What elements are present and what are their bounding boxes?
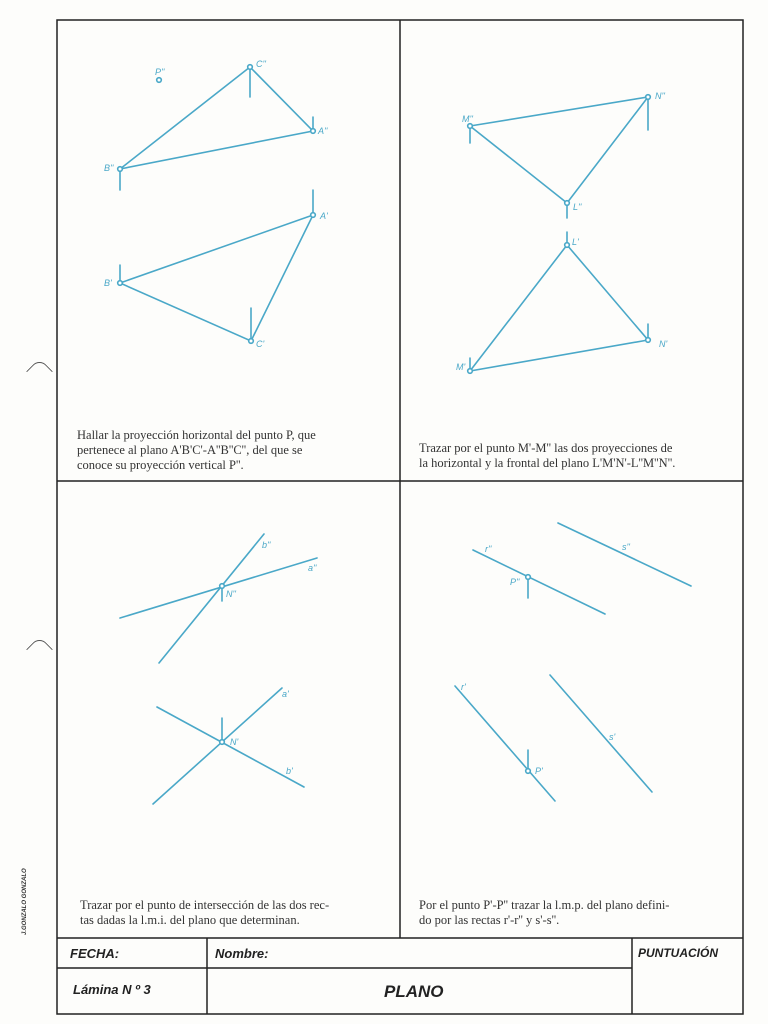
label-m1: M' xyxy=(456,362,466,372)
label-a1-line: a' xyxy=(282,689,289,699)
caption-line: Trazar por el punto M'-M'' las dos proyecciones de xyxy=(419,441,673,455)
caption-line: Trazar por el punto de intersección de las dos rec- xyxy=(80,898,330,912)
sheet-title: PLANO xyxy=(384,982,444,1001)
label-n2-point: N'' xyxy=(226,589,236,599)
nombre-label: Nombre: xyxy=(215,946,269,961)
label-a2: A'' xyxy=(318,126,328,136)
panel1-caption xyxy=(77,428,383,473)
label-m2: M'' xyxy=(462,114,473,124)
panel3-caption xyxy=(80,898,386,928)
panel4-lines-vertical xyxy=(473,523,691,614)
label-a2-line: a'' xyxy=(308,563,317,573)
fecha-label: FECHA: xyxy=(70,946,120,961)
puntuacion-label: PUNTUACIÓN xyxy=(638,946,718,960)
label-s1: s' xyxy=(609,732,616,742)
panel3-lines-vertical xyxy=(120,534,317,663)
lamina-label: Lámina N º 3 xyxy=(73,982,151,997)
caption-line: Por el punto P'-P'' trazar la l.m.p. del plano defini- xyxy=(419,898,670,912)
label-p2-point: P'' xyxy=(510,577,520,587)
panel1-triangle-vertical xyxy=(120,67,313,190)
panel4-lines-horizontal xyxy=(455,675,652,801)
label-b2-line: b'' xyxy=(262,540,271,550)
label-r1: r' xyxy=(461,682,466,692)
panel1-point-p2 xyxy=(157,78,162,83)
label-b1-line: b' xyxy=(286,766,293,776)
label-n1: N' xyxy=(659,339,668,349)
label-b1: B' xyxy=(104,278,112,288)
caption-line: tas dadas la l.m.i. del plano que determinan. xyxy=(80,913,300,927)
label-n2: N'' xyxy=(655,91,665,101)
label-c2: C'' xyxy=(256,59,266,69)
label-b2: B'' xyxy=(104,163,114,173)
label-l1: L' xyxy=(572,237,579,247)
label-p2: P'' xyxy=(155,67,165,77)
caption-line: conoce su proyección vertical P''. xyxy=(77,458,244,472)
caption-line: do por las rectas r'-r'' y s'-s''. xyxy=(419,913,560,927)
author-credit: J.GONZALO GONZALO xyxy=(22,868,28,935)
label-p1-point: P' xyxy=(535,766,543,776)
caption-line: la horizontal y la frontal del plano L'M'N'-L''M''N''. xyxy=(419,456,676,470)
caption-line: pertenece al plano A'B'C'-A''B''C'', del que se xyxy=(77,443,303,457)
panel3-lines-horizontal xyxy=(153,688,304,804)
label-r2: r'' xyxy=(485,544,492,554)
panel2-triangle-vertical xyxy=(470,97,648,218)
panel1-triangle-horizontal xyxy=(120,190,313,341)
panel2-triangle-horizontal xyxy=(470,232,648,371)
label-n1-point: N' xyxy=(230,737,239,747)
panel4-caption xyxy=(419,898,729,928)
caption-line: Hallar la proyección horizontal del punto P, que xyxy=(77,428,316,442)
label-l2: L'' xyxy=(573,202,582,212)
label-a1: A' xyxy=(320,211,328,221)
label-s2: s'' xyxy=(622,542,630,552)
panel2-caption xyxy=(419,441,729,471)
sheet-frame xyxy=(57,20,743,1014)
label-c1: C' xyxy=(256,339,265,349)
